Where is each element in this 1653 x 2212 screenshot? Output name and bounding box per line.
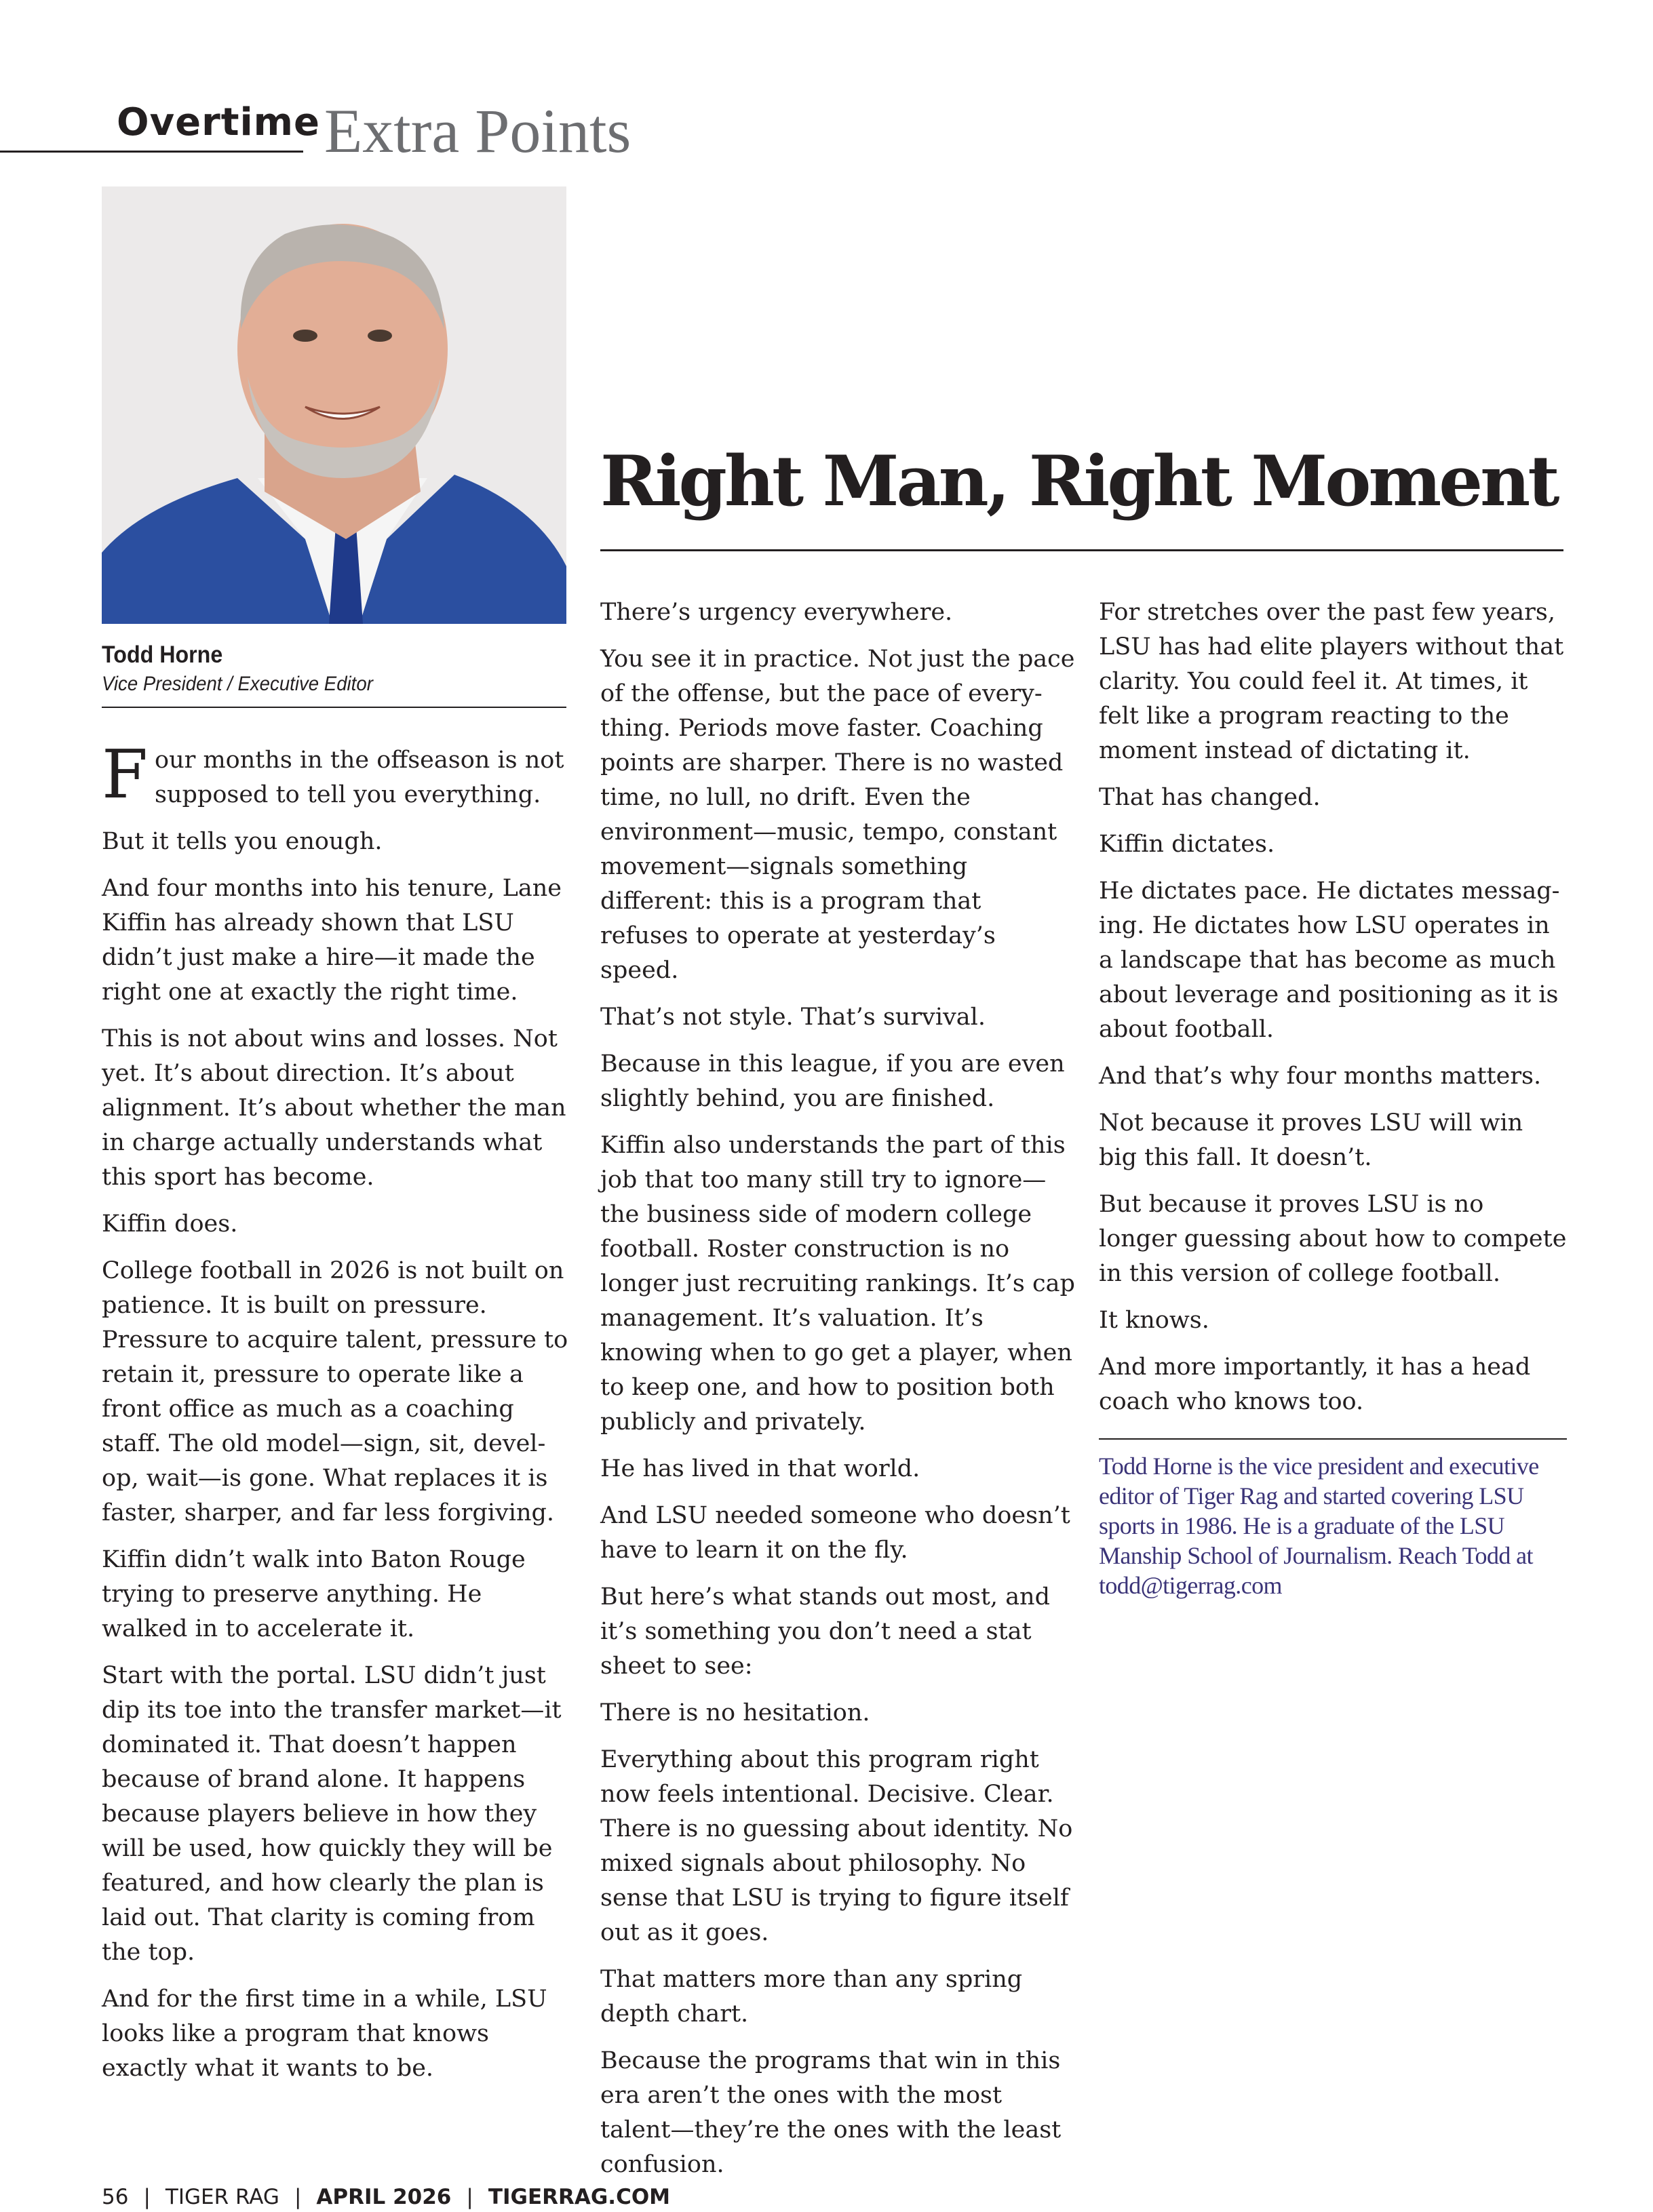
paragraph: But because it proves LSU is no longer guessing about how to compete in this version of college football. — [1099, 1191, 1567, 1287]
paragraph: But here’s what stands out most, and it’s something you don’t need a stat sheet to see: — [600, 1583, 1051, 1680]
page-number: 56 — [102, 2185, 129, 2209]
paragraph: For stretches over the past few years, LSU has had elite players without that clarity. You could feel it. At times, it felt like a program reacting to the moment instead of dictating it. — [1099, 599, 1564, 764]
paragraph: That has changed. — [1099, 784, 1321, 811]
issue-date: APRIL 2026 — [316, 2185, 452, 2209]
paragraph: College football in 2026 is not built on patience. It is built on pressure. Pressure to acquire talent, pressure to retain it, pressure to operate like a front office as much as a coaching staff. The old model—sign, sit, develop, wait—is gone. What replaces it is faster, sharper, and far less forgiving. — [102, 1257, 568, 1526]
paragraph: Kiffin also understands the part of this job that too many still try to ignore—the business side of modern college football. Roster construction is no longer just recruiting rankings. It’s cap management. It’s valuation. It’s knowing when to go get a player, when to keep one, and how to position both publicly and privately. — [600, 1132, 1075, 1436]
paragraph: And more importantly, it has a head coach who knows too. — [1099, 1354, 1531, 1415]
article-column-2 — [600, 595, 1075, 2194]
paragraph: And that’s why four months matters. — [1099, 1063, 1542, 1090]
article-column-3 — [1099, 595, 1567, 1431]
article-headline: Right Man, Right Moment — [600, 441, 1557, 522]
paragraph: But it tells you enough. — [102, 828, 383, 855]
paragraph: That’s not style. That’s survival. — [600, 1004, 986, 1031]
paragraph: Not because it proves LSU will win big this fall. It doesn’t. — [1099, 1109, 1523, 1171]
paragraph: There is no hesitation. — [600, 1699, 870, 1726]
paragraph: Because the programs that win in this era aren’t the ones with the most talent—they’re the ones with the least confusion. — [600, 2047, 1062, 2178]
byline-rule — [102, 707, 566, 708]
section-label: Overtime — [117, 100, 321, 144]
paragraph: Four months in the offseason is not supposed to tell you everything. — [102, 736, 564, 814]
author-name: Todd Horne — [102, 641, 223, 668]
headline-rule — [600, 549, 1563, 551]
subsection-label: Extra Points — [324, 96, 631, 165]
paragraph: Everything about this program right now feels intentional. Decisive. Clear. There is no guessing about identity. No mixed signals about philosophy. No sense that LSU is trying to figure itself out as it goes. — [600, 1746, 1073, 1946]
paragraph: Kiffin does. — [102, 1210, 238, 1238]
header-rule — [0, 151, 303, 153]
paragraph: And LSU needed someone who doesn’t have to learn it on the fly. — [600, 1502, 1070, 1564]
website-link[interactable]: TIGERRAG.COM — [488, 2185, 671, 2209]
author-title: Vice President / Executive Editor — [102, 673, 373, 695]
paragraph: This is not about wins and losses. Not yet. It’s about direction. It’s about alignment. It’s about whether the man in charge actually understands what this sport has become. — [102, 1025, 566, 1191]
publication-name: TIGER RAG — [165, 2185, 279, 2209]
article-column-1 — [102, 736, 570, 2098]
bio-rule — [1099, 1438, 1567, 1440]
author-photo — [102, 186, 566, 624]
paragraph: It knows. — [1099, 1307, 1209, 1334]
paragraph: He dictates pace. He dictates messaging. He dictates how LSU operates in a landscape that has become as much about leverage and positioning as it is about football. — [1099, 877, 1560, 1043]
paragraph: He has lived in that world. — [600, 1455, 920, 1482]
paragraph: Kiffin dictates. — [1099, 831, 1275, 858]
paragraph: Because in this league, if you are even slightly behind, you are finished. — [600, 1050, 1065, 1112]
paragraph: That matters more than any spring depth chart. — [600, 1966, 1023, 2028]
drop-cap: F — [102, 736, 148, 814]
paragraph: There’s urgency everywhere. — [600, 599, 953, 626]
paragraph: And for the first time in a while, LSU looks like a program that knows exactly what it wants to be. — [102, 1986, 547, 2082]
page-footer: 56 | TIGER RAG | APRIL 2026 | TIGERRAG.COM — [102, 2185, 671, 2209]
paragraph: Kiffin didn’t walk into Baton Rouge trying to preserve anything. He walked in to accelerate it. — [102, 1546, 526, 1642]
paragraph: And four months into his tenure, Lane Kiffin has already shown that LSU didn’t just make a hire—it made the right one at exactly the right time. — [102, 875, 562, 1006]
author-bio: Todd Horne is the vice president and executive editor of Tiger Rag and started covering LSU sports in 1986. He is a graduate of the LSU Manship School of Journalism. Reach Todd at todd@tigerrag.com — [1099, 1453, 1539, 1599]
paragraph: Start with the portal. LSU didn’t just dip its toe into the transfer market—it dominated it. That doesn’t happen because of brand alone. It happens because players believe in how they will be used, how quickly they will be featured, and how clearly the plan is laid out. That clarity is coming from the top. — [102, 1662, 562, 1966]
paragraph: You see it in practice. Not just the pace of the offense, but the pace of everything. Periods move faster. Coaching points are sharper. There is no wasted time, no lull, no drift. Even the environment—music, tempo, constant movement—signals something different: this is a program that refuses to operate at yesterday’s speed. — [600, 646, 1075, 984]
